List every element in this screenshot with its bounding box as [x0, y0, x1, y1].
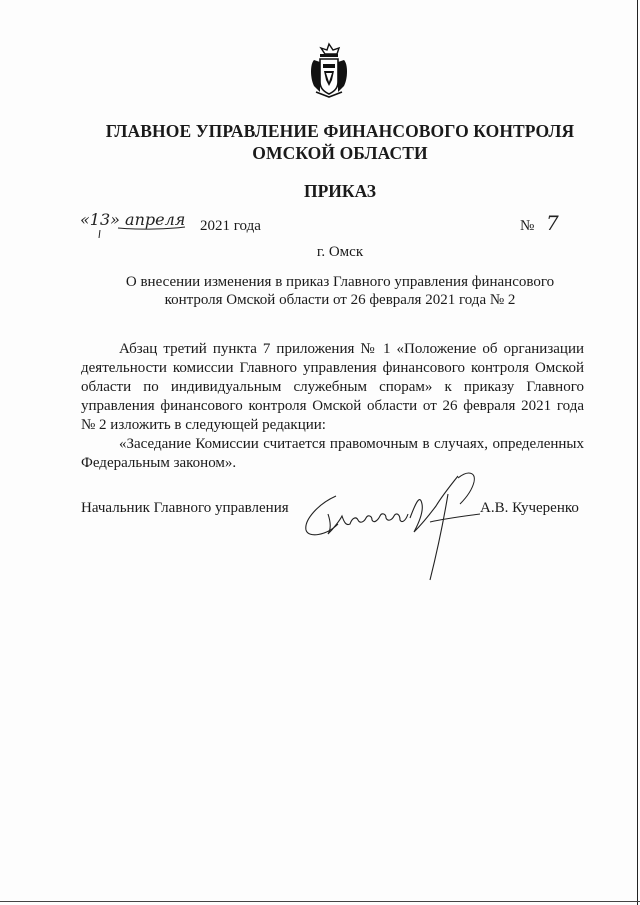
subject-line1: О внесении изменения в приказ Главного управления финансового [125, 274, 555, 290]
org-title-line2: ОМСКОЙ ОБЛАСТИ [252, 143, 428, 163]
order-number [520, 211, 580, 235]
city: г. Омск [316, 244, 364, 260]
number-label: № [520, 218, 535, 234]
organization-title [60, 120, 620, 164]
body-paragraph-1: Абзац третий пункта 7 приложения № 1 «Положение об организации деятельности комиссии Главного управления финансового контроля Омской области по индивидуальным служебным спорам» к приказу Главного управления финансового контроля Омской области от 26 февраля 2021 года № 2 изложить в следующей редакции: [81, 341, 584, 433]
signer-role: Начальник Главного управления [81, 500, 289, 516]
scan-edge-bottom [0, 901, 640, 902]
subject-line2: контроля Омской области от 26 февраля 2021 года № 2 [164, 292, 516, 308]
body-paragraph-2: «Заседание Комиссии считается правомочным в случаях, определенных Федеральным законом». [81, 436, 584, 471]
coat-of-arms-icon [306, 42, 352, 98]
handwritten-number-icon [544, 210, 574, 238]
signer-name: А.В. Кучеренко [480, 500, 579, 516]
order-subject [100, 273, 580, 309]
date-handwritten-text: «13» апреля [80, 210, 186, 229]
order-body [81, 340, 584, 473]
document-type: ПРИКАЗ [303, 181, 377, 201]
handwritten-date-icon [80, 204, 200, 240]
order-date [80, 210, 280, 238]
signature-icon [298, 458, 498, 588]
number-handwritten-text: 7 [546, 211, 559, 235]
scan-edge-right [637, 0, 638, 905]
date-year: 2021 года [200, 218, 261, 234]
org-title-line1: ГЛАВНОЕ УПРАВЛЕНИЕ ФИНАНСОВОГО КОНТРОЛЯ [105, 121, 575, 141]
